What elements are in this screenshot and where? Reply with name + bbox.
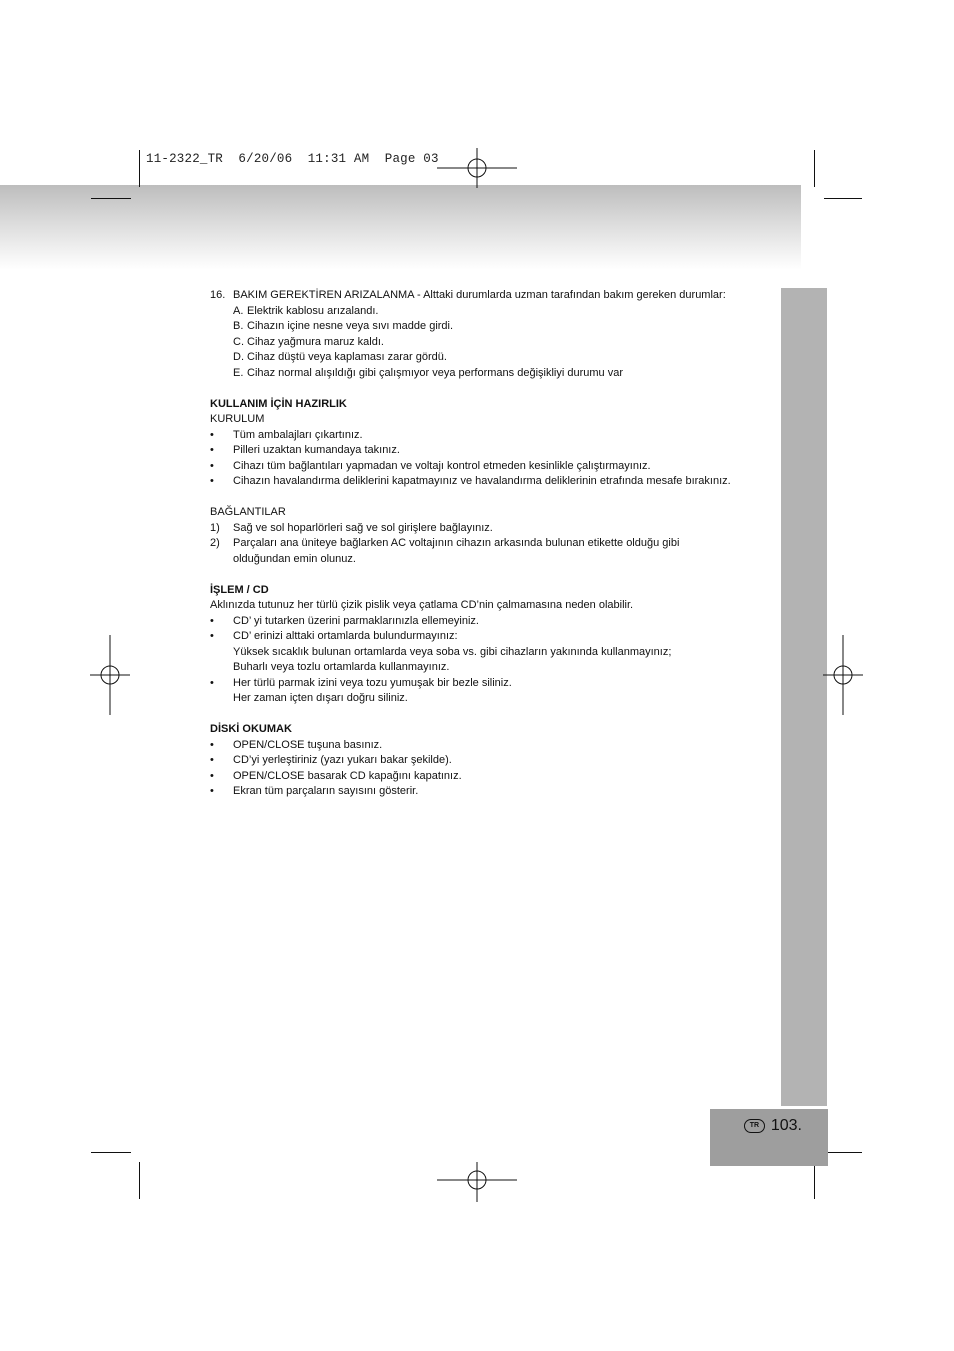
list-item: A. Elektrik kablosu arızalandı.	[233, 304, 379, 317]
list-item: • Ekran tüm parçaların sayısını gösterir.	[210, 785, 419, 797]
installation-list	[210, 428, 770, 490]
page-number-box	[710, 1109, 828, 1166]
cd-list	[210, 614, 770, 707]
registration-mark-icon	[90, 635, 130, 715]
crop-mark	[814, 150, 815, 187]
language-badge-icon: TR	[744, 1119, 765, 1133]
print-slug: 11-2322_TR 6/20/06 11:31 AM Page 03	[146, 152, 439, 166]
list-item: • Pilleri uzaktan kumandaya takınız.	[210, 444, 400, 456]
subheading-connections: BAĞLANTILAR	[210, 506, 286, 518]
crop-mark	[824, 198, 862, 199]
crop-mark	[139, 150, 140, 187]
list-item-continuation: Buharlı veya tozlu ortamlarda kullanmayınız.	[233, 661, 450, 673]
side-tab-bar	[781, 288, 827, 1106]
list-item-continuation: Her zaman içten dışarı doğru siliniz.	[233, 692, 408, 704]
list-item: 2) Parçaları ana üniteye bağlarken AC voltajının cihazın arkasında bulunan etikette olduğu gibi	[210, 537, 680, 549]
list-item: • OPEN/CLOSE tuşuna basınız.	[210, 738, 383, 751]
list-item: • Cihazı tüm bağlantıları yapmadan ve voltajı kontrol etmeden kesinlikle çalıştırmayınız.	[210, 459, 651, 472]
list-item: D. Cihaz düştü veya kaplaması zarar gördü.	[233, 351, 447, 363]
item-text: BAKIM GEREKTİREN ARIZALANMA - Alttaki durumlarda uzman tarafından bakım gereken durumlar:	[233, 289, 726, 301]
section-heading-preparation: KULLANIM İÇİN HAZIRLIK	[210, 397, 347, 410]
subheading-installation: KURULUM	[210, 413, 265, 425]
crop-mark	[814, 1162, 815, 1199]
maintenance-sublist	[210, 304, 770, 382]
crop-mark	[91, 1152, 131, 1153]
list-item: E. Cihaz normal alışıldığı gibi çalışmıyor veya performans değişikliyi durumu var	[233, 366, 623, 379]
list-item: C. Cihaz yağmura maruz kaldı.	[233, 335, 384, 348]
list-item: • Cihazın havalandırma deliklerini kapatmayınız ve havalandırma deliklerinin etrafında mesafe bırakınız.	[210, 475, 731, 487]
list-item: • CD’yi yerleştiriniz (yazı yukarı bakar şekilde).	[210, 754, 452, 766]
manual-content	[210, 288, 770, 800]
registration-mark-icon	[437, 148, 517, 188]
page-number-text: 103.	[770, 1117, 802, 1134]
crop-mark	[139, 1162, 140, 1199]
section-heading-disc: DİSKİ OKUMAK	[210, 723, 292, 735]
item-number: 16.	[210, 289, 226, 301]
page-number	[744, 1117, 802, 1135]
list-item: • CD’ yi tutarken üzerini parmaklarınızla ellemeyiniz.	[210, 614, 479, 627]
list-item-continuation: olduğundan emin olunuz.	[233, 552, 356, 565]
list-item: B. Cihazın içine nesne veya sıvı madde girdi.	[233, 320, 454, 332]
crop-mark	[91, 198, 131, 199]
cd-intro: Aklınızda tutunuz her türlü çizik pislik veya çatlama CD’nin çalmamasına neden olabilir.	[210, 599, 634, 611]
list-item: • OPEN/CLOSE basarak CD kapağını kapatınız.	[210, 769, 462, 782]
registration-mark-icon	[823, 635, 863, 715]
connections-list	[210, 521, 770, 568]
list-item: • CD’ erinizi alttaki ortamlarda bulundurmayınız:	[210, 630, 458, 642]
list-item: • Her türlü parmak izini veya tozu yumuşak bir bezle siliniz.	[210, 676, 512, 689]
crop-mark	[824, 1152, 862, 1153]
list-item: 1) Sağ ve sol hoparlörleri sağ ve sol girişlere bağlayınız.	[210, 521, 493, 534]
maintenance-item	[210, 288, 770, 304]
disc-list	[210, 738, 770, 800]
list-item: • Tüm ambalajları çıkartınız.	[210, 428, 363, 441]
registration-mark-icon	[437, 1162, 517, 1202]
section-heading-cd: İŞLEM / CD	[210, 583, 269, 596]
list-item-continuation: Yüksek sıcaklık bulunan ortamlarda veya soba vs. gibi cihazların yakınında kullanmayınız;	[233, 645, 672, 658]
